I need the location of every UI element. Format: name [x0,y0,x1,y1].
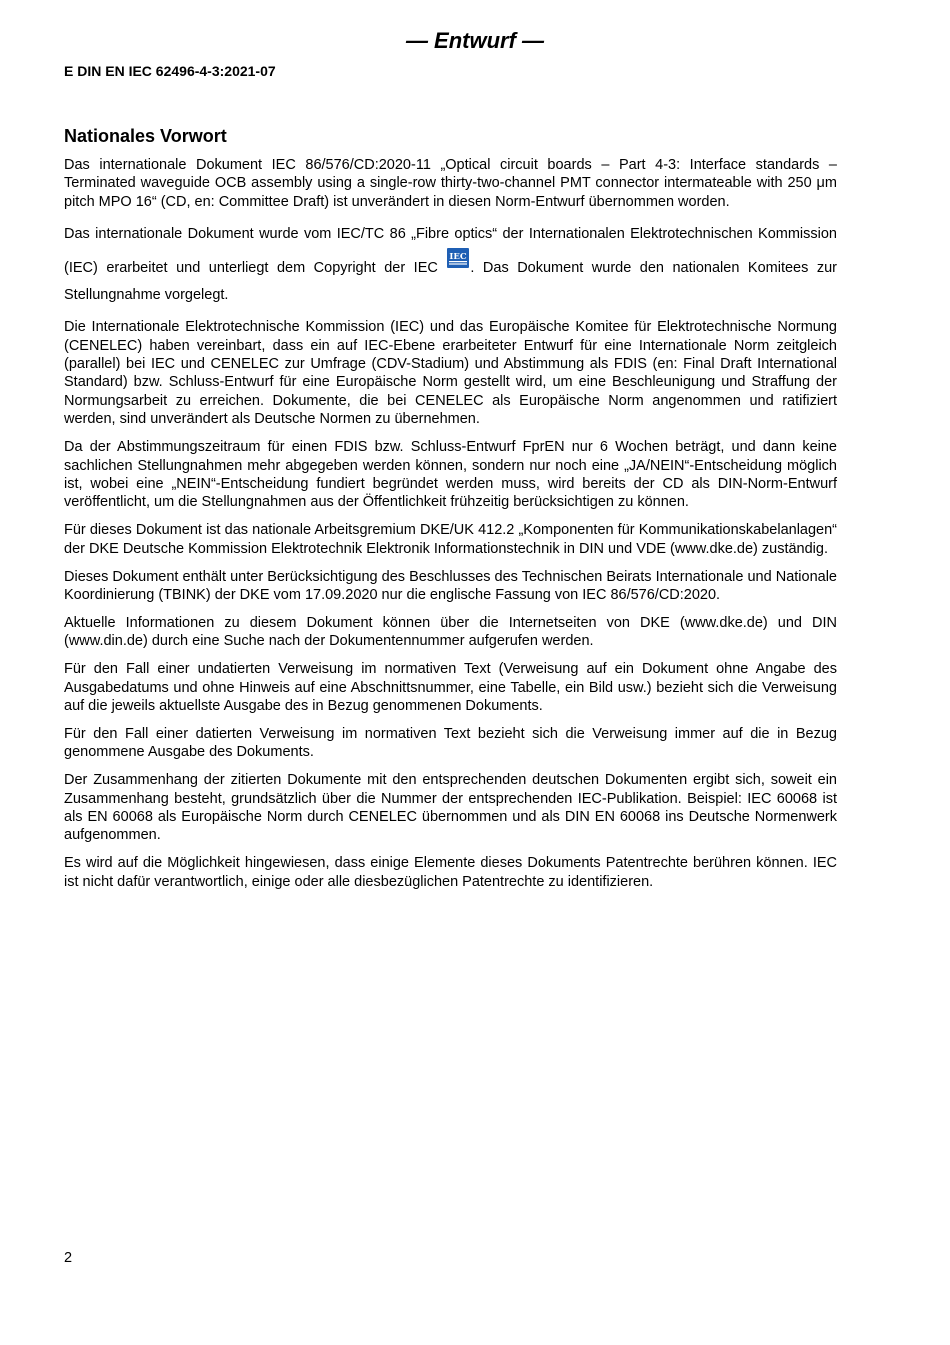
draft-banner: — Entwurf — [405,28,545,53]
paragraph-2-text-start: Das internationale Dokument wurde vom IEC/TC 86 „Fibre optics“ der Internationalen Elektrotechnischen Kommission (IEC) erarbeitet und unterliegt dem Copyright der IEC [64,225,837,276]
paragraph-10: Der Zusammenhang der zitierten Dokumente mit den entsprechenden deutschen Dokumenten ergibt sich, soweit ein Zusammenhang besteht, grundsätzlich über die Nummer der entsprechenden IEC-Publikation. Beispiel: IEC 60068 ist als EN 60068 als Europäische Norm durch CENELEC übernommen und als DIN EN 60068 ins Deutsche Normenwerk aufgenommen. [64,772,837,844]
paragraph-8: Für den Fall einer undatierten Verweisung im normativen Text (Verweisung auf ein Dokument ohne Angabe des Ausgabedatums und ohne Hinweis auf eine Abschnittsnummer, eine Tabelle, ein Bild usw.) bezieht sich die Verweisung auf die jeweils aktuellste Ausgabe des in Bezug genommenen Dokuments. [64,661,837,715]
paragraph-3: Die Internationale Elektrotechnische Kommission (IEC) und das Europäische Komitee für Elektrotechnische Normung (CENELEC) haben vereinbart, dass ein auf IEC-Ebene erarbeiteter Entwurf für eine Internationale Norm zeitgleich (parallel) bei IEC und CENELEC zur Umfrage (CDV-Stadium) und Abstimmung als FDIS (en: Final Draft International Standard) bzw. Schluss-Entwurf für eine Europäische Norm gestellt wird, um eine Beschleunigung und Straffung der Normungsarbeit zu erreichen. Dokumente, die bei CENELEC als Europäische Norm angenommen und ratifiziert werden, sind unverändert als Deutsche Normen zu übernehmen. [64,319,837,428]
paragraph-2 [64,221,837,309]
paragraph-1: Das internationale Dokument IEC 86/576/CD:2020-11 „Optical circuit boards – Part 4-3: Interface standards – Terminated waveguide OCB assembly using a single-row thirty-two-channel PMT connector intermateable with 250 μm pitch MPO 16“ (CD, en: Committee Draft) ist unverändert in diesen Norm-Entwurf übernommen worden. [64,157,837,210]
iec-logo-icon [447,248,469,268]
document-id: E DIN EN IEC 62496-4-3:2021-07 [64,63,276,79]
paragraph-4: Da der Abstimmungszeitraum für einen FDIS bzw. Schluss-Entwurf FprEN nur 6 Wochen beträgt, und dann keine sachlichen Stellungnahmen mehr abgegeben werden können, sondern nur noch eine „JA/NEIN“-Entscheidung möglich ist, wobei eine „NEIN“-Entscheidung fundiert begründet werden muss, wird bereits der CD als DIN-Norm-Entwurf veröffentlicht, um die Stellungnahmen aus der Öffentlichkeit frühzeitig berücksichtigen zu können. [64,439,837,511]
page-number: 2 [64,1250,73,1266]
iec-logo-text: IEC [449,251,467,262]
document-body [64,124,837,901]
paragraph-7: Aktuelle Informationen zu diesem Dokument können über die Internetseiten von DKE (www.dke.de) und DIN (www.din.de) durch eine Suche nach der Dokumentennummer aufgerufen werden. [64,614,837,650]
paragraph-5: Für dieses Dokument ist das nationale Arbeitsgremium DKE/UK 412.2 „Komponenten für Kommunikationskabelanlagen“ der DKE Deutsche Kommission Elektrotechnik Elektronik Informationstechnik in DIN und VDE (www.dke.de) zuständig. [64,522,837,557]
paragraph-9: Für den Fall einer datierten Verweisung im normativen Text bezieht sich die Verweisung immer auf die in Bezug genommene Ausgabe des Dokuments. [64,725,837,761]
paragraph-11: Es wird auf die Möglichkeit hingewiesen, dass einige Elemente dieses Dokuments Patentrechte berühren können. IEC ist nicht dafür verantwortlich, einige oder alle diesbezüglichen Patentrechte zu identifizieren. [64,855,837,890]
paragraph-6: Dieses Dokument enthält unter Berücksichtigung des Beschlusses des Technischen Beirats Internationale und Nationale Koordinierung (TBINK) der DKE vom 17.09.2020 nur die englische Fassung von IEC 86/576/CD:2020. [64,568,837,603]
paragraph-2-text-end: . Das Dokument wurde den nationalen Komitees zur Stellungnahme vorgelegt. [64,259,837,303]
section-title: Nationales Vorwort [64,126,227,146]
